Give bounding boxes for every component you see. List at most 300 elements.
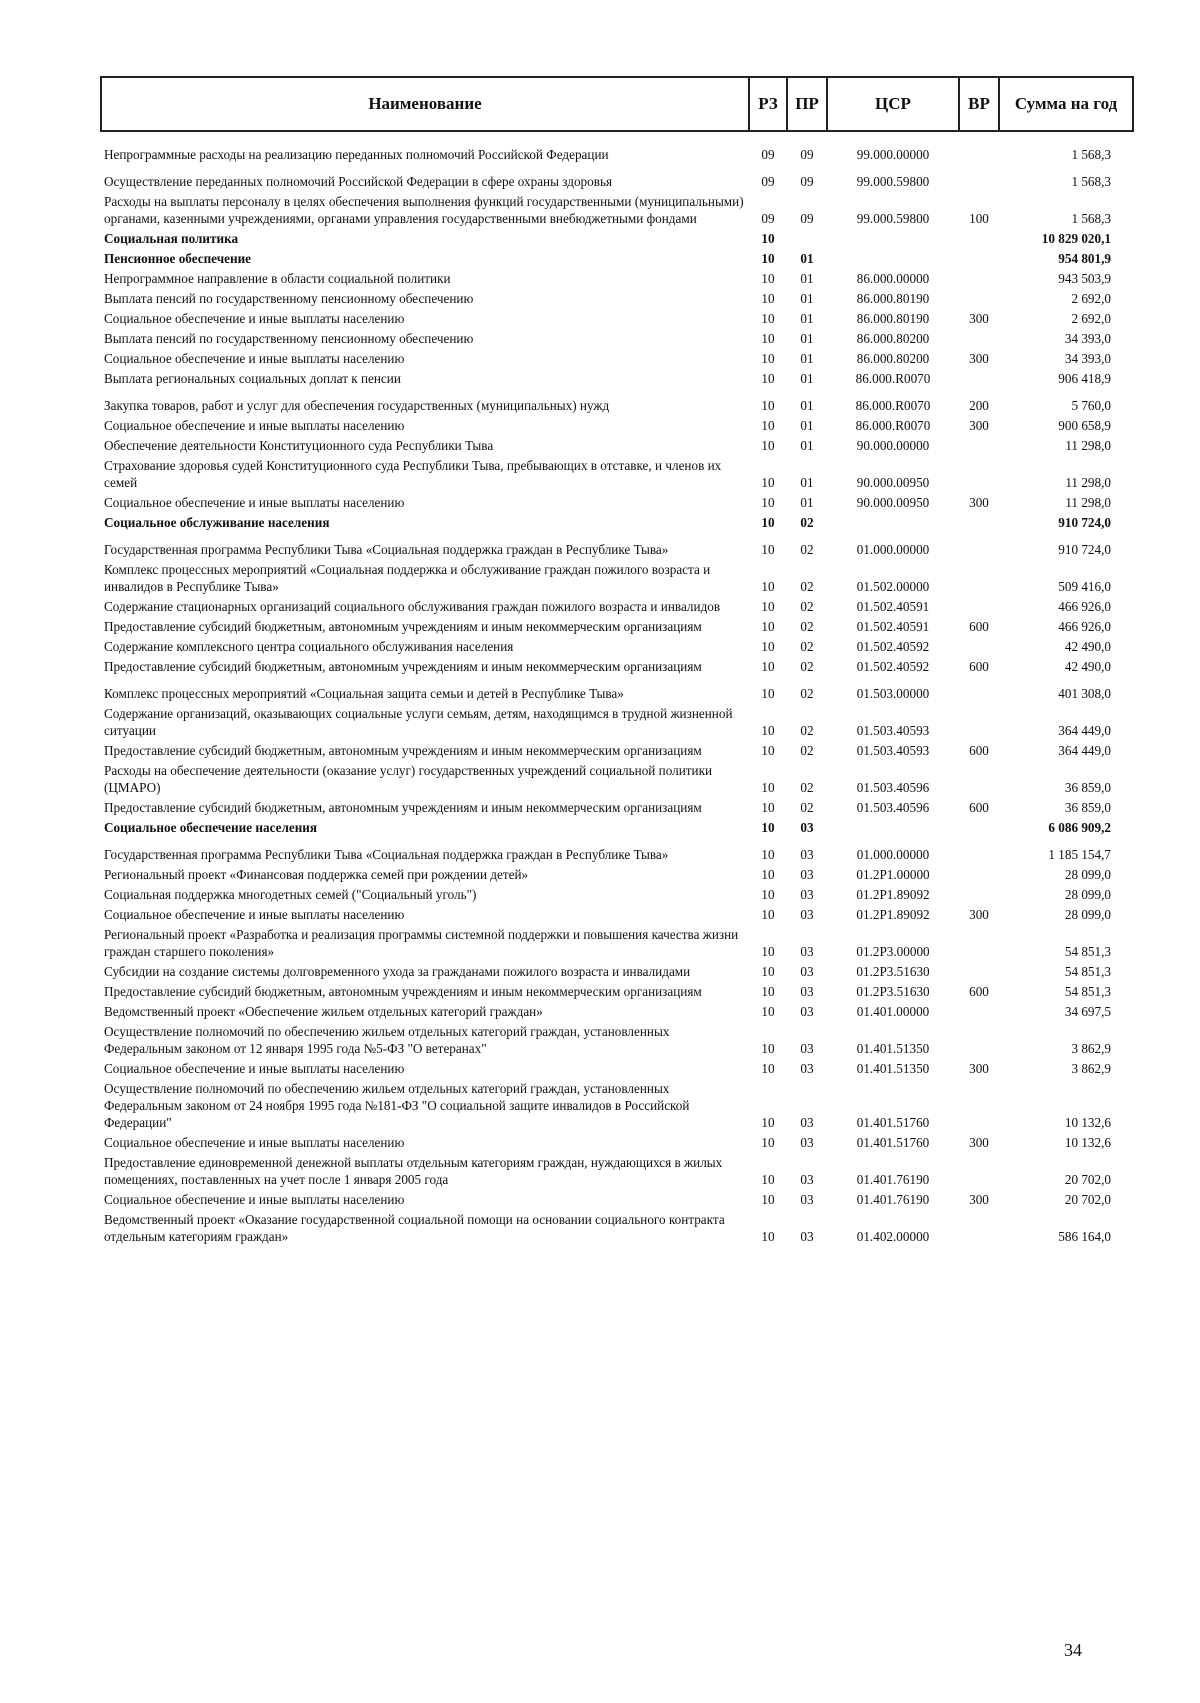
row-name: Страхование здоровья судей Конституционного суда Республики Тыва, пребывающих в отставке, и членов их семей [104,458,722,490]
row-csr: 01.000.00000 [856,847,930,862]
row-pr: 02 [800,542,814,557]
row-name: Государственная программа Республики Тыва «Социальная поддержка граждан в Республике Тыва» [104,542,669,557]
row-rz: 10 [761,1135,775,1150]
row-name: Осуществление полномочий по обеспечению жильем отдельных категорий граждан, установленных Федеральным законом от 12 января 1995 года №5-ФЗ "О ветеранах" [104,1024,670,1056]
table-row [101,560,1133,597]
row-sum: 11 298,0 [1065,495,1111,510]
table-row [101,249,1133,269]
row-csr: 99.000.59800 [856,211,930,226]
row-pr: 01 [800,331,814,346]
row-rz: 10 [761,800,775,815]
row-vr: 300 [969,1135,989,1150]
row-pr: 02 [800,639,814,654]
row-pr: 03 [800,820,814,835]
row-pr: 03 [800,964,814,979]
row-name: Предоставление субсидий бюджетным, автономным учреждениям и иным некоммерческим организациям [104,984,702,999]
row-csr: 01.2Р1.89092 [856,907,930,922]
row-name: Осуществление полномочий по обеспечению жильем отдельных категорий граждан, установленных Федеральным законом от 24 ноября 1995 года №181-ФЗ "О социальной защите инвалидов в Российской Федерации" [104,1081,690,1130]
row-vr: 300 [969,351,989,366]
header-csr: ЦСР [827,77,959,131]
row-rz: 10 [761,1192,775,1207]
header-rz: РЗ [749,77,787,131]
header-sum: Сумма на год [999,77,1133,131]
row-csr: 90.000.00950 [856,475,930,490]
row-pr: 01 [800,271,814,286]
row-sum: 42 490,0 [1064,639,1111,654]
table-row [101,818,1133,838]
table-row [101,389,1133,416]
row-pr: 01 [800,311,814,326]
row-vr [959,513,999,533]
row-name: Предоставление единовременной денежной выплаты отдельным категориям граждан, нуждающихся в жилых помещениях, поставленных на учет после 1 января 2005 года [104,1155,723,1187]
row-csr: 01.401.51350 [856,1041,930,1056]
row-vr: 100 [969,211,989,226]
row-pr: 02 [800,780,814,795]
row-vr: 600 [969,659,989,674]
row-vr: 200 [969,398,989,413]
row-pr: 09 [800,147,814,162]
row-rz: 10 [761,1229,775,1244]
row-sum: 1 185 154,7 [1048,847,1111,862]
row-name: Непрограммное направление в области социальной политики [104,271,451,286]
row-rz: 10 [761,907,775,922]
header-pr: ПР [787,77,827,131]
row-vr [959,329,999,349]
row-csr: 86.000.R0070 [855,371,931,386]
row-rz: 10 [761,231,775,246]
row-rz: 09 [761,147,775,162]
row-vr: 300 [969,418,989,433]
row-name: Социальное обслуживание населения [104,515,330,530]
row-pr: 09 [800,211,814,226]
row-vr: 600 [969,984,989,999]
row-pr: 02 [800,723,814,738]
row-sum: 910 724,0 [1058,542,1111,557]
row-sum: 3 862,9 [1071,1061,1111,1076]
row-name: Ведомственный проект «Оказание государственной социальной помощи на основании социального контракта отдельным категориям граждан» [104,1212,725,1244]
row-pr: 03 [800,944,814,959]
row-csr: 90.000.00000 [856,438,930,453]
row-sum: 34 697,5 [1064,1004,1111,1019]
row-name: Выплата региональных социальных доплат к пенсии [104,371,401,386]
row-csr: 01.503.00000 [856,686,930,701]
row-csr: 86.000.R0070 [855,398,931,413]
table-row [101,982,1133,1002]
table-row [101,761,1133,798]
table-row [101,329,1133,349]
row-pr: 03 [800,1041,814,1056]
row-name: Социальное обеспечение и иные выплаты населению [104,1135,405,1150]
row-vr [959,838,999,865]
row-vr: 300 [969,1192,989,1207]
row-sum: 2 692,0 [1071,291,1111,306]
table-row [101,1079,1133,1133]
row-vr: 300 [969,311,989,326]
table-row [101,677,1133,704]
row-sum: 20 702,0 [1064,1172,1111,1187]
table-row [101,269,1133,289]
row-vr [959,436,999,456]
row-sum: 28 099,0 [1064,867,1111,882]
row-rz: 10 [761,351,775,366]
row-name: Социальное обеспечение населения [104,820,318,835]
row-csr: 01.000.00000 [856,542,930,557]
table-row [101,192,1133,229]
table-row [101,493,1133,513]
table-row [101,533,1133,560]
row-pr: 01 [800,495,814,510]
row-rz: 10 [761,847,775,862]
row-name: Социальная поддержка многодетных семей ("Социальный уголь") [104,887,477,902]
row-name: Пенсионное обеспечение [104,251,252,266]
row-csr: 01.502.40591 [856,599,930,614]
row-name: Содержание стационарных организаций социального обслуживания граждан пожилого возраста и инвалидов [104,599,721,614]
row-csr: 86.000.80200 [856,351,930,366]
row-pr: 01 [800,475,814,490]
row-csr: 01.2Р1.89092 [856,887,930,902]
row-vr [959,677,999,704]
row-sum: 364 449,0 [1058,723,1111,738]
row-pr: 02 [800,686,814,701]
table-row [101,704,1133,741]
row-pr: 03 [800,1135,814,1150]
table-row [101,905,1133,925]
table-row [101,617,1133,637]
table-row [101,1002,1133,1022]
row-pr: 03 [800,1004,814,1019]
row-sum: 586 164,0 [1058,1229,1111,1244]
table-row [101,838,1133,865]
row-rz: 10 [761,251,775,266]
row-rz: 10 [761,515,775,530]
row-vr [959,456,999,493]
row-csr [827,818,959,838]
row-pr: 01 [800,418,814,433]
row-csr [827,513,959,533]
row-pr: 03 [800,867,814,882]
row-pr: 03 [800,1172,814,1187]
row-csr [827,249,959,269]
row-name: Социальное обеспечение и иные выплаты населению [104,495,405,510]
row-name: Социальное обеспечение и иные выплаты населению [104,1192,405,1207]
row-rz: 10 [761,495,775,510]
table-row [101,798,1133,818]
row-sum: 943 503,9 [1058,271,1111,286]
row-csr: 86.000.R0070 [855,418,931,433]
row-name: Предоставление субсидий бюджетным, автономным учреждениям и иным некоммерческим организациям [104,659,702,674]
row-rz: 10 [761,475,775,490]
row-csr: 86.000.80190 [856,291,930,306]
table-row [101,456,1133,493]
row-rz: 10 [761,579,775,594]
row-name: Предоставление субсидий бюджетным, автономным учреждениям и иным некоммерческим организациям [104,619,702,634]
row-rz: 10 [761,867,775,882]
row-vr [959,131,999,165]
table-row [101,416,1133,436]
row-sum: 6 086 909,2 [1048,820,1111,835]
row-name: Социальное обеспечение и иные выплаты населению [104,311,405,326]
row-sum: 3 862,9 [1071,1041,1111,1056]
table-row [101,865,1133,885]
row-csr: 01.401.51760 [856,1135,930,1150]
row-pr: 01 [800,291,814,306]
row-rz: 10 [761,599,775,614]
table-row [101,1022,1133,1059]
row-rz: 10 [761,1172,775,1187]
row-vr [959,885,999,905]
row-vr [959,1022,999,1059]
row-sum: 364 449,0 [1058,743,1111,758]
row-sum: 34 393,0 [1064,331,1111,346]
row-pr: 03 [800,887,814,902]
row-name: Непрограммные расходы на реализацию переданных полномочий Российской Федерации [104,147,609,162]
table-row [101,1153,1133,1190]
table-row [101,597,1133,617]
row-sum: 10 132,6 [1064,1135,1111,1150]
row-sum: 54 851,3 [1064,964,1111,979]
row-pr: 09 [800,174,814,189]
row-vr [959,962,999,982]
row-sum: 54 851,3 [1064,944,1111,959]
row-vr [959,249,999,269]
row-sum: 2 692,0 [1071,311,1111,326]
table-row [101,1059,1133,1079]
row-rz: 10 [761,331,775,346]
row-rz: 10 [761,944,775,959]
row-vr: 300 [969,907,989,922]
row-name: Комплекс процессных мероприятий «Социальная защита семьи и детей в Республике Тыва» [104,686,624,701]
row-csr: 01.401.51350 [856,1061,930,1076]
row-name: Содержание организаций, оказывающих социальные услуги семьям, детям, находящимся в трудной жизненной ситуации [104,706,733,738]
row-csr: 01.502.00000 [856,579,930,594]
row-vr [959,925,999,962]
header-name: Наименование [101,77,749,131]
row-vr: 600 [969,619,989,634]
row-rz: 10 [761,542,775,557]
row-name: Социальное обеспечение и иные выплаты населению [104,418,405,433]
row-vr [959,1002,999,1022]
row-rz: 10 [761,723,775,738]
row-pr: 02 [800,579,814,594]
row-csr: 01.401.00000 [856,1004,930,1019]
row-pr: 03 [800,1229,814,1244]
row-name: Социальное обеспечение и иные выплаты населению [104,351,405,366]
row-vr [959,1153,999,1190]
row-rz: 10 [761,271,775,286]
row-vr [959,269,999,289]
row-csr: 86.000.80190 [856,311,930,326]
row-rz: 10 [761,1061,775,1076]
row-csr: 01.502.40591 [856,619,930,634]
row-pr: 03 [800,984,814,999]
row-pr: 01 [800,351,814,366]
row-csr: 01.502.40592 [856,659,930,674]
row-pr: 01 [800,371,814,386]
row-csr: 01.2Р3.51630 [856,984,930,999]
row-name: Выплата пенсий по государственному пенсионному обеспечению [104,331,474,346]
row-rz: 10 [761,619,775,634]
table-row [101,1210,1133,1247]
row-sum: 466 926,0 [1058,619,1111,634]
row-csr: 99.000.00000 [856,147,930,162]
row-sum: 28 099,0 [1064,907,1111,922]
row-sum: 910 724,0 [1058,515,1111,530]
table-row [101,165,1133,192]
row-csr: 01.2Р3.00000 [856,944,930,959]
row-pr: 01 [800,438,814,453]
row-csr: 01.503.40593 [856,743,930,758]
row-csr: 01.503.40596 [856,780,930,795]
row-name: Осуществление переданных полномочий Российской Федерации в сфере охраны здоровья [104,174,613,189]
row-rz: 10 [761,639,775,654]
row-pr: 02 [800,599,814,614]
row-rz: 10 [761,659,775,674]
row-rz: 10 [761,1041,775,1056]
row-csr: 01.2Р3.51630 [856,964,930,979]
row-csr: 90.000.00950 [856,495,930,510]
row-sum: 10 132,6 [1064,1115,1111,1130]
budget-table [100,76,1134,1247]
table-row [101,657,1133,677]
row-vr [959,229,999,249]
row-name: Региональный проект «Разработка и реализация программы системной поддержки и повышения качества жизни граждан старшего поколения» [104,927,739,959]
row-pr: 03 [800,1115,814,1130]
row-csr: 99.000.59800 [856,174,930,189]
table-header [101,77,1133,131]
row-csr: 86.000.80200 [856,331,930,346]
row-pr: 01 [800,398,814,413]
table-row [101,309,1133,329]
row-csr: 01.401.76190 [856,1172,930,1187]
row-rz: 10 [761,743,775,758]
row-vr: 600 [969,800,989,815]
row-sum: 11 298,0 [1065,475,1111,490]
row-sum: 1 568,3 [1071,211,1111,226]
row-vr: 300 [969,1061,989,1076]
row-sum: 1 568,3 [1071,174,1111,189]
row-vr [959,1210,999,1247]
row-name: Социальное обеспечение и иные выплаты населению [104,1061,405,1076]
table-body [101,131,1133,1247]
row-rz: 10 [761,820,775,835]
row-csr [827,229,959,249]
row-csr: 01.401.51760 [856,1115,930,1130]
row-rz: 09 [761,211,775,226]
row-rz: 09 [761,174,775,189]
row-pr: 03 [800,847,814,862]
row-name: Региональный проект «Финансовая поддержка семей при рождении детей» [104,867,529,882]
row-sum: 11 298,0 [1065,438,1111,453]
row-pr: 02 [800,619,814,634]
row-name: Предоставление субсидий бюджетным, автономным учреждениям и иным некоммерческим организациям [104,800,702,815]
row-rz: 10 [761,887,775,902]
row-vr [959,560,999,597]
row-vr [959,818,999,838]
row-rz: 10 [761,984,775,999]
row-pr: 02 [800,515,814,530]
table-row [101,741,1133,761]
row-pr: 01 [800,251,814,266]
row-sum: 10 829 020,1 [1041,231,1111,246]
row-name: Государственная программа Республики Тыва «Социальная поддержка граждан в Республике Тыва» [104,847,669,862]
row-csr: 01.503.40593 [856,723,930,738]
row-sum: 954 801,9 [1058,251,1111,266]
row-name: Закупка товаров, работ и услуг для обеспечения государственных (муниципальных) нужд [104,398,610,413]
row-sum: 1 568,3 [1071,147,1111,162]
row-pr: 03 [800,1061,814,1076]
row-sum: 36 859,0 [1064,800,1111,815]
row-rz: 10 [761,780,775,795]
row-name: Расходы на выплаты персоналу в целях обеспечения выполнения функций государственными (муниципальными) органами, казенными учреждениями, органами управления государственными внебюджетными фондами [104,194,744,226]
row-vr [959,533,999,560]
row-rz: 10 [761,418,775,433]
row-sum: 401 308,0 [1058,686,1111,701]
row-pr [787,229,827,249]
table-row [101,1190,1133,1210]
row-csr: 86.000.00000 [856,271,930,286]
row-vr [959,865,999,885]
row-vr: 600 [969,743,989,758]
row-csr: 01.401.76190 [856,1192,930,1207]
table-row [101,885,1133,905]
row-pr: 02 [800,743,814,758]
row-name: Расходы на обеспечение деятельности (оказание услуг) государственных учреждений социальной политики (ЦМАРО) [104,763,713,795]
row-sum: 900 658,9 [1058,418,1111,433]
row-vr [959,704,999,741]
row-rz: 10 [761,686,775,701]
table-row [101,349,1133,369]
page-number: 34 [1064,1640,1082,1660]
row-rz: 10 [761,398,775,413]
row-sum: 28 099,0 [1064,887,1111,902]
table-row [101,513,1133,533]
row-pr: 03 [800,1192,814,1207]
row-sum: 36 859,0 [1064,780,1111,795]
row-vr [959,289,999,309]
row-sum: 54 851,3 [1064,984,1111,999]
row-rz: 10 [761,964,775,979]
row-sum: 20 702,0 [1064,1192,1111,1207]
row-vr [959,761,999,798]
row-pr: 03 [800,907,814,922]
table-row [101,962,1133,982]
row-rz: 10 [761,291,775,306]
table-row [101,131,1133,165]
row-name: Предоставление субсидий бюджетным, автономным учреждениям и иным некоммерческим организациям [104,743,702,758]
table-row [101,289,1133,309]
row-rz: 10 [761,311,775,326]
row-csr: 01.2Р1.00000 [856,867,930,882]
row-rz: 10 [761,1115,775,1130]
row-sum: 42 490,0 [1064,659,1111,674]
row-name: Выплата пенсий по государственному пенсионному обеспечению [104,291,474,306]
row-sum: 906 418,9 [1058,371,1111,386]
row-vr [959,165,999,192]
row-name: Социальная политика [104,231,239,246]
row-csr: 01.502.40592 [856,639,930,654]
table-row [101,1133,1133,1153]
row-sum: 466 926,0 [1058,599,1111,614]
row-sum: 5 760,0 [1071,398,1111,413]
row-rz: 10 [761,371,775,386]
row-name: Комплекс процессных мероприятий «Социальная поддержка и обслуживание граждан пожилого возраста и инвалидов в Республике Тыва» [104,562,711,594]
row-csr: 01.503.40596 [856,800,930,815]
row-vr [959,597,999,617]
row-name: Социальное обеспечение и иные выплаты населению [104,907,405,922]
table-row [101,436,1133,456]
table-row [101,637,1133,657]
table-row [101,229,1133,249]
